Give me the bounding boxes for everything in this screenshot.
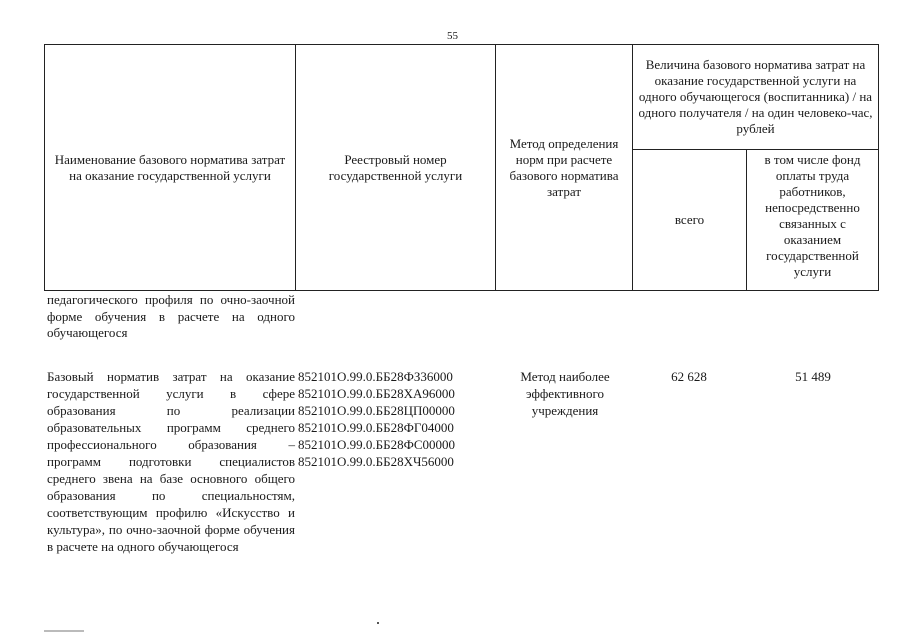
header-col-registry: Реестровый номер государственной услуги <box>296 45 496 291</box>
registry-code: 852101О.99.0.ББ28ХА96000 <box>298 386 455 401</box>
registry-code: 852101О.99.0.ББ28ХЧ56000 <box>298 454 454 469</box>
row-total-value: 62 628 <box>671 369 707 384</box>
registry-code: 852101О.99.0.ББ28ФЗ36000 <box>298 369 453 384</box>
header-col-total: всего <box>633 150 747 291</box>
page-number: 55 <box>447 30 458 42</box>
registry-code: 852101О.99.0.ББ28ФС00000 <box>298 437 456 452</box>
footer-mark <box>44 630 84 632</box>
header-col-fond: в том числе фонд оплаты труда работников, непосредственно связанных с оказанием государственной услуги <box>747 150 879 291</box>
registry-code: 852101О.99.0.ББ28ЦП00000 <box>298 403 455 418</box>
scan-speck <box>377 622 379 624</box>
header-table <box>44 44 879 291</box>
row-method: Метод наиболее эффективного учреждения <box>520 369 610 418</box>
header-col-name: Наименование базового норматива затрат на оказание государственной услуги <box>45 45 296 291</box>
row-service-name: Базовый норматив затрат на оказание государственной услуги в сфере образования по реализации образовательных программ среднего профессионального образования – программ подготовки специалистов среднего звена на базе основного общего образования по специальностям, соответствующим профилю «Искусство и культура», по очно-заочной форме обучения в расчете на одного обучающегося <box>47 369 295 554</box>
row-registry-codes <box>298 368 494 470</box>
registry-code: 852101О.99.0.ББ28ФГ04000 <box>298 420 454 435</box>
header-col-value: Величина базового норматива затрат на оказание государственной услуги на одного обучающегося (воспитанника) / на одного получателя / на один человеко-час, рублей <box>633 45 879 150</box>
row-fond-value: 51 489 <box>795 369 831 384</box>
header-col-method: Метод определения норм при расчете базового норматива затрат <box>496 45 633 291</box>
continuation-text: педагогического профиля по очно-заочной форме обучения в расчете на одного обучающегося <box>47 292 295 340</box>
